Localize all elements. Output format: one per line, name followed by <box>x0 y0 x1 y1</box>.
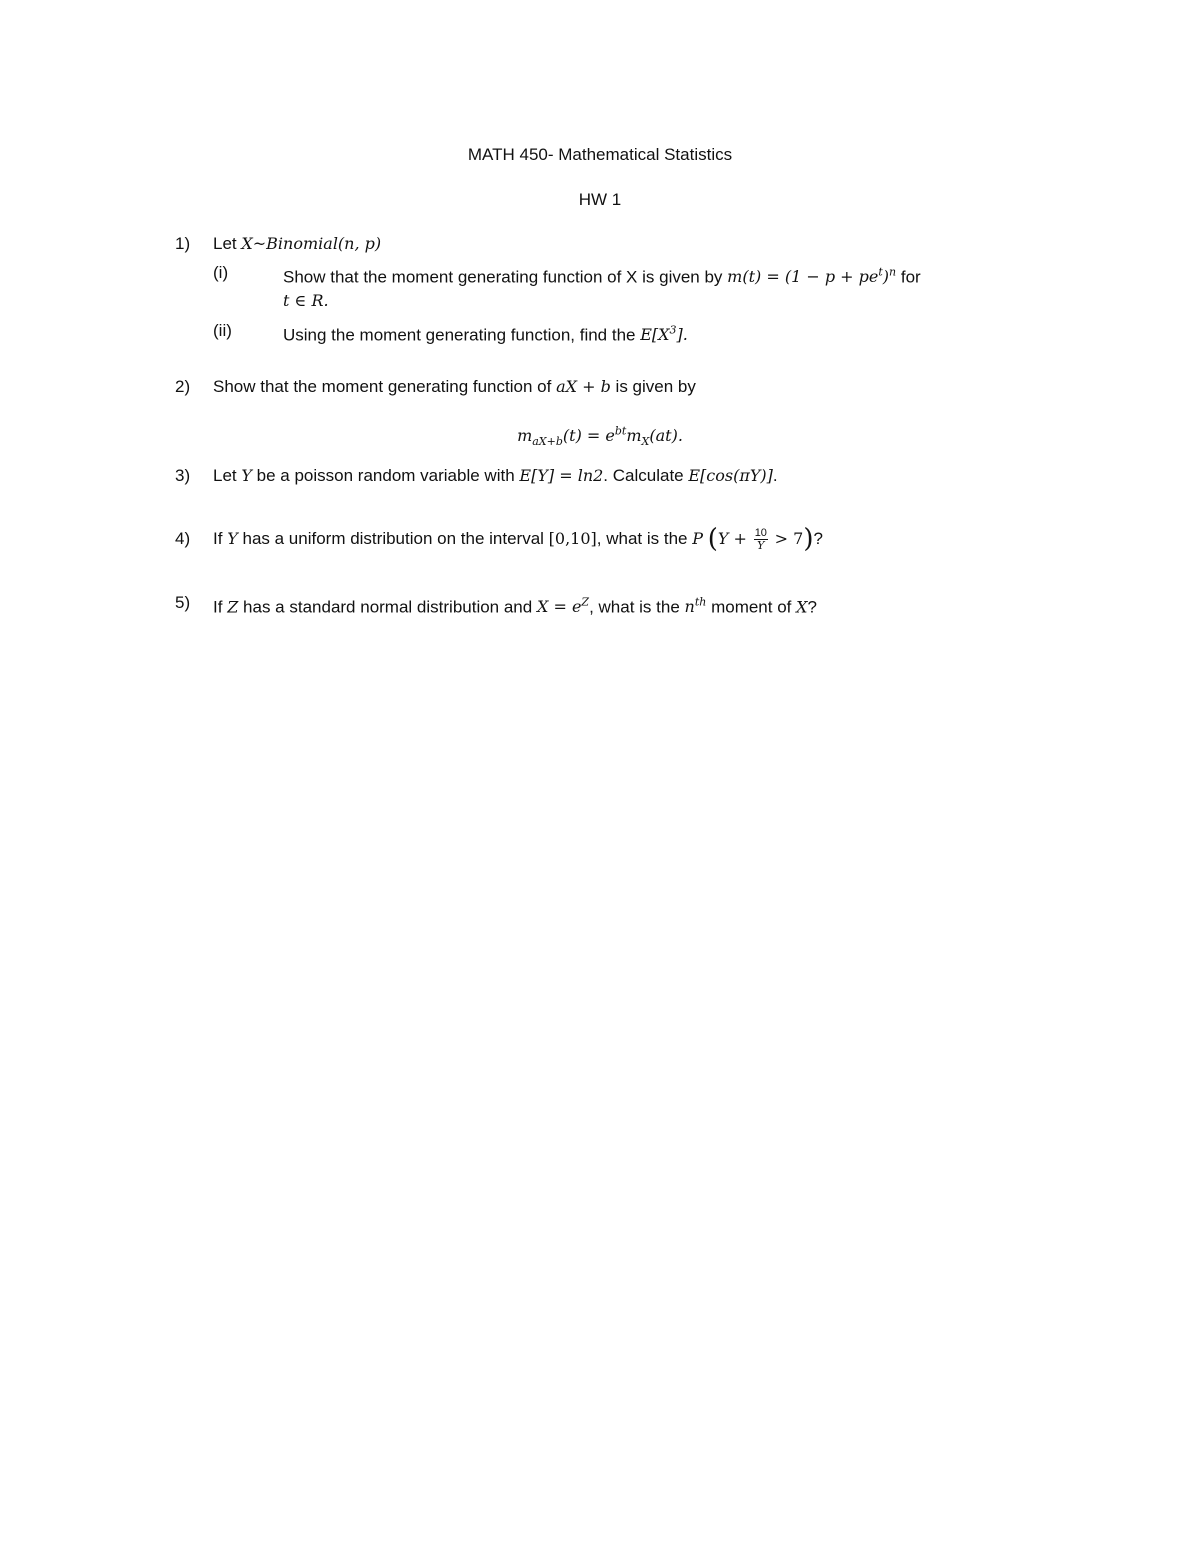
problem-2-statement: Show that the moment generating function of aX + b is given by <box>213 377 696 396</box>
problem-1-part-i-cont: t ∈ R. <box>283 291 329 310</box>
problem-2-equation: $m_{aX+b}(t) = e^{bt}m_X(at)$. <box>517 425 683 449</box>
fraction: $\frac{10}{Y}$ <box>754 527 767 553</box>
mgf-formula: $m(t) = (1 - p + pe^t)^n$ <box>727 266 897 287</box>
problem-number: 5) <box>175 593 191 612</box>
problem-number: 3) <box>175 466 191 485</box>
problem-1-part-i <box>213 262 228 284</box>
problem-1-part-ii-text: Using the moment generating function, find the $E[X^3]$. <box>283 324 688 345</box>
document-title: MATH 450- Mathematical Statistics <box>467 145 733 164</box>
problem-1-part-ii <box>213 320 232 342</box>
problem-4-statement: If Y has a uniform distribution on the interval [0,10], what is the P (Y + $\frac{10}{Y}$ > 7)? <box>213 524 823 554</box>
problem-number: 2) <box>175 377 191 396</box>
problem-3-statement: Let Y be a poisson random variable with E[Y] = ln2. Calculate E[cos(πY)]. <box>213 466 778 485</box>
problem-number: 1) <box>175 234 191 253</box>
third-moment: $E[X^3]$. <box>640 324 688 345</box>
problem-number: 4) <box>175 529 191 548</box>
problem-1-distribution: X~Binomial(n, p) <box>241 234 382 253</box>
part-label: (ii) <box>213 321 232 340</box>
problem-1-part-i-text: Show that the moment generating function of X is given by $m(t) = (1 - p + pe^t)^n$ for <box>283 266 921 287</box>
problem-5-statement: If Z has a standard normal distribution and $X = e^Z$, what is the $n^{th}$ moment of X? <box>213 596 817 617</box>
problem-1-statement: Let X~Binomial(n, p) <box>213 234 382 253</box>
part-label: (i) <box>213 263 229 282</box>
document-subtitle: HW 1 <box>578 190 622 209</box>
